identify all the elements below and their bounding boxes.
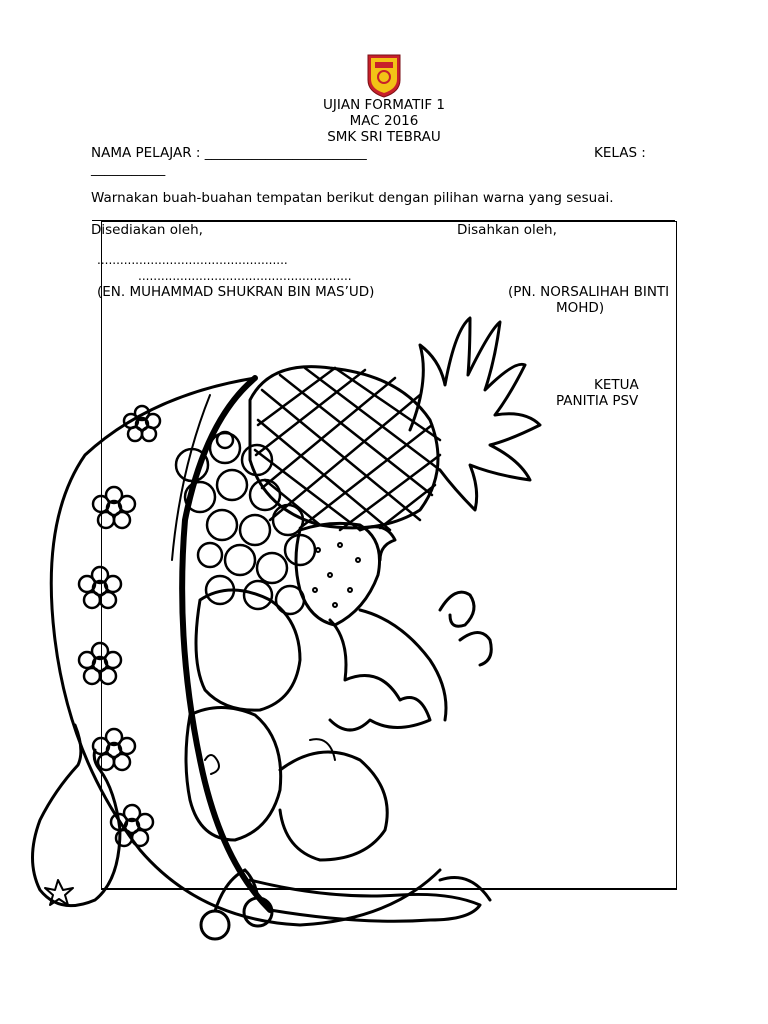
exam-date: MAC 2016 <box>349 113 419 129</box>
approved-by-label: Disahkan oleh, <box>457 222 557 238</box>
school-name: SMK SRI TEBRAU <box>327 129 441 145</box>
prepared-by-label: Disediakan oleh, <box>91 222 203 238</box>
signature-line-2[interactable]: ........................................................ <box>138 269 352 283</box>
class-field[interactable]: ___________ <box>91 161 166 177</box>
signature-line-1[interactable]: .................................................. <box>97 253 288 267</box>
student-name-field[interactable]: NAMA PELAJAR : ________________________ <box>91 145 367 161</box>
preparer-name: (EN. MUHAMMAD SHUKRAN BIN MAS’UD) <box>97 284 375 300</box>
approver-role-cont: PANITIA PSV <box>556 393 639 409</box>
approver-role: KETUA <box>594 377 639 393</box>
instruction-text: Warnakan buah-buahan tempatan berikut dengan pilihan warna yang sesuai. <box>91 190 614 206</box>
approver-name: (PN. NORSALIHAH BINTI <box>508 284 670 300</box>
exam-title: UJIAN FORMATIF 1 <box>323 97 445 113</box>
class-label: KELAS : <box>594 145 646 161</box>
approver-name-cont: MOHD) <box>556 300 605 316</box>
